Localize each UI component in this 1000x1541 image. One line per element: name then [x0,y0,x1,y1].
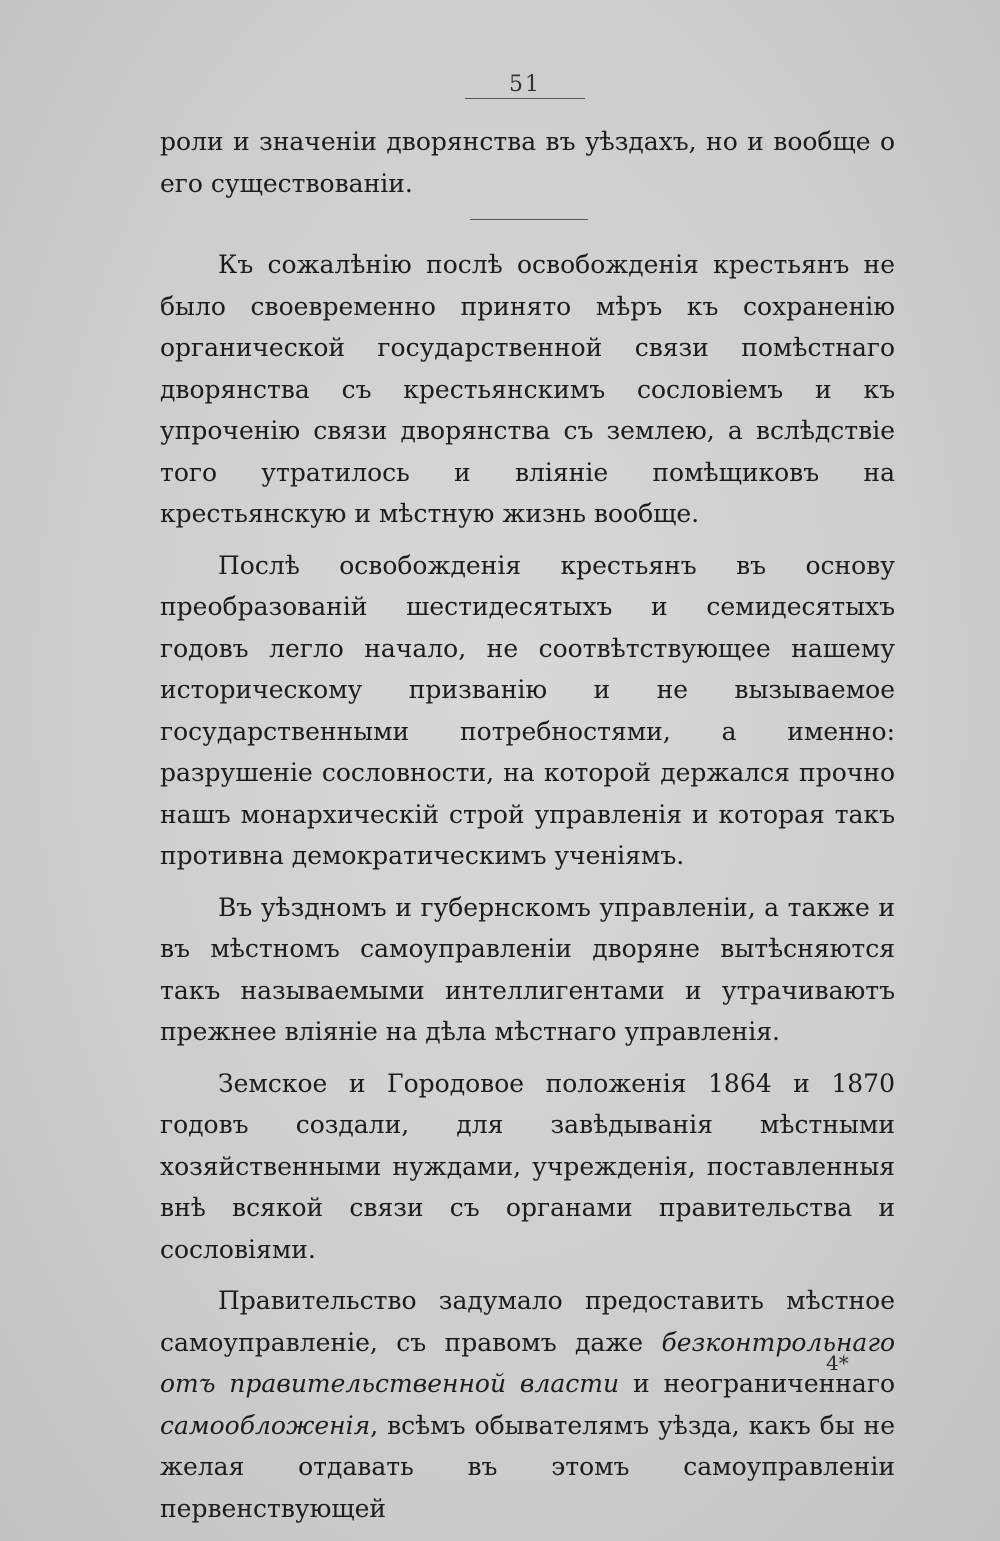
paragraph-5-italic1: безконтрольнаго отъ правительственной власти [160,1327,895,1398]
page-number: 51 [509,72,541,97]
paragraph-1: Къ сожалѣнiю послѣ освобожденiя крестьянъ не было своевременно принято мѣръ къ сохраненiю органической государственной связи помѣстнаго дворянства съ крестьянскимъ сословiемъ и къ упроченiю связи дворянства съ землею, а вслѣдствiе того утратилось и влiянiе помѣщиковъ на крестьянскую и мѣстную жизнь вообще. [160,250,895,528]
header-rule [465,98,585,99]
paragraph-5-part2: и неограниченнаго [619,1369,895,1398]
paragraph-4: Земское и Городовое положенiя 1864 и 1870 годовъ создали, для завѣдыванiя мѣстными хозяйственными нуждами, учрежденiя, поставленныя внѣ всякой связи съ органами правительства и сословiями. [160,1068,895,1264]
paragraph-5-part3: , всѣмъ обывателямъ уѣзда, какъ бы не желая отдавать въ этомъ самоуправленiи первенствующей [160,1410,895,1523]
paragraph-5-italic2: самообложенiя [160,1410,371,1440]
section-divider [470,219,588,220]
paragraph-3: Въ уѣздномъ и губернскомъ управленiи, а также и въ мѣстномъ самоуправленiи дворяне вытѣсняются такъ называемыми интеллигентами и утрачиваютъ прежнее влiянiе на дѣла мѣстнаго управленiя. [160,892,895,1046]
paragraph-2: Послѣ освобожденiя крестьянъ въ основу преобразованiй шестидесятыхъ и семидесятыхъ годовъ легло начало, не соотвѣтствующее нашему историческому призванiю и не вызываемое государственными потребностями, а именно: разрушенiе сословности, на которой держался прочно нашъ монархическiй строй управленiя и которая такъ противна демократическимъ ученiямъ. [160,550,895,870]
signature-mark: 4* [826,1351,849,1375]
paragraph-5 [160,1280,895,1529]
body-text-block [160,244,895,1539]
opening-text-block [160,121,895,214]
paragraph-5-part1: Правительство задумало предоставить мѣстное самоуправленiе, съ правомъ даже [160,1286,895,1357]
opening-paragraph: роли и значенiи дворянства въ уѣздахъ, но и вообще о его существованiи. [160,127,895,198]
